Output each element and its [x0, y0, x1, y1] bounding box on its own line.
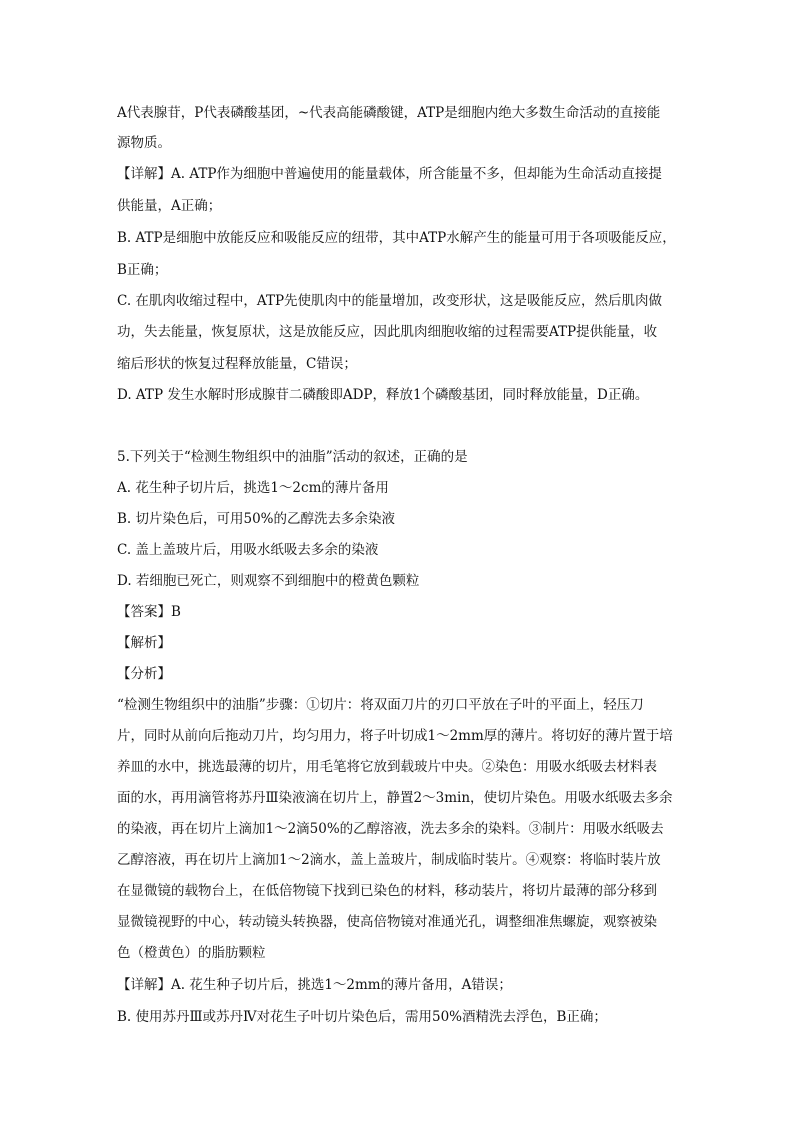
option-d: D. 若细胞已死亡，则观察不到细胞中的橙黄色颗粒: [117, 573, 420, 589]
text-line: 片，同时从前向后拖动刀片，均匀用力，将子叶切成1～2mm厚的薄片。将切好的薄片置于培: [117, 728, 673, 744]
analysis-heading: 【解析】: [117, 635, 171, 651]
text-line: D. ATP 发生水解时形成腺苷二磷酸即ADP，释放1个磷酸基团，同时释放能量，D正确。: [117, 387, 649, 403]
answer-line: 【答案】B: [117, 604, 181, 620]
text-line: 色（橙黄色）的脂肪颗粒: [117, 945, 266, 961]
option-a: A. 花生种子切片后，挑选1～2cm的薄片备用: [117, 480, 389, 496]
text-line: A代表腺苷，P代表磷酸基团，~代表高能磷酸键，ATP是细胞内绝大多数生命活动的直接能: [117, 105, 661, 121]
text-line: 的染液，再在切片上滴加1～2滴50%的乙醇溶液，洗去多余的染料。③制片：用吸水纸吸去: [117, 821, 664, 837]
option-c: C. 盖上盖玻片后，用吸水纸吸去多余的染液: [117, 542, 379, 558]
option-b: B. 切片染色后，可用50%的乙醇洗去多余染液: [117, 511, 396, 527]
text-line: 【详解】A. ATP作为细胞中普遍使用的能量载体，所含能量不多，但却能为生命活动直接提: [117, 166, 662, 182]
question-title: 5.下列关于“检测生物组织中的油脂”活动的叙述，正确的是: [117, 449, 468, 465]
text-line: 【详解】A. 花生种子切片后，挑选1～2mm的薄片备用，A错误；: [117, 977, 512, 993]
text-line: C. 在肌肉收缩过程中，ATP先使肌肉中的能量增加，改变形状，这是吸能反应，然后肌肉做: [117, 293, 663, 309]
text-line: 供能量，A正确；: [117, 198, 222, 214]
text-line: B正确；: [117, 262, 168, 278]
text-line: B. 使用苏丹Ⅲ或苏丹Ⅳ对花生子叶切片染色后，需用50%酒精洗去浮色，B正确；: [117, 1009, 607, 1025]
text-line: 在显微镜的载物台上，在低倍物镜下找到已染色的材料，移动装片，将切片最薄的部分移到: [117, 883, 657, 899]
text-line: 乙醇溶液，再在切片上滴加1～2滴水，盖上盖玻片，制成临时装片。④观察：将临时装片放: [117, 852, 661, 868]
text-line: 缩后形状的恢复过程释放能量，C错误；: [117, 356, 357, 372]
analysis-subheading: 【分析】: [117, 666, 171, 682]
text-line: 养皿的水中，挑选最薄的切片，用毛笔将它放到载玻片中央。②染色：用吸水纸吸去材料表: [117, 759, 657, 775]
text-line: 功，失去能量，恢复原状，这是放能反应，因此肌肉细胞收缩的过程需要ATP提供能量，收: [117, 324, 658, 340]
text-line: 源物质。: [117, 135, 171, 151]
text-line: B. ATP是细胞中放能反应和吸能反应的纽带，其中ATP水解产生的能量可用于各项吸能反应，: [117, 230, 676, 246]
text-line: 面的水，再用滴管将苏丹Ⅲ染液滴在切片上，静置2～3min，使切片染色。用吸水纸吸去多余: [117, 790, 673, 806]
text-line: “检测生物组织中的油脂”步骤：①切片：将双面刀片的刃口平放在子叶的平面上，轻压刀: [117, 697, 644, 713]
text-line: 显微镜视野的中心，转动镜头转换器，使高倍物镜对准通光孔，调整细准焦螺旋，观察被染: [117, 914, 657, 930]
